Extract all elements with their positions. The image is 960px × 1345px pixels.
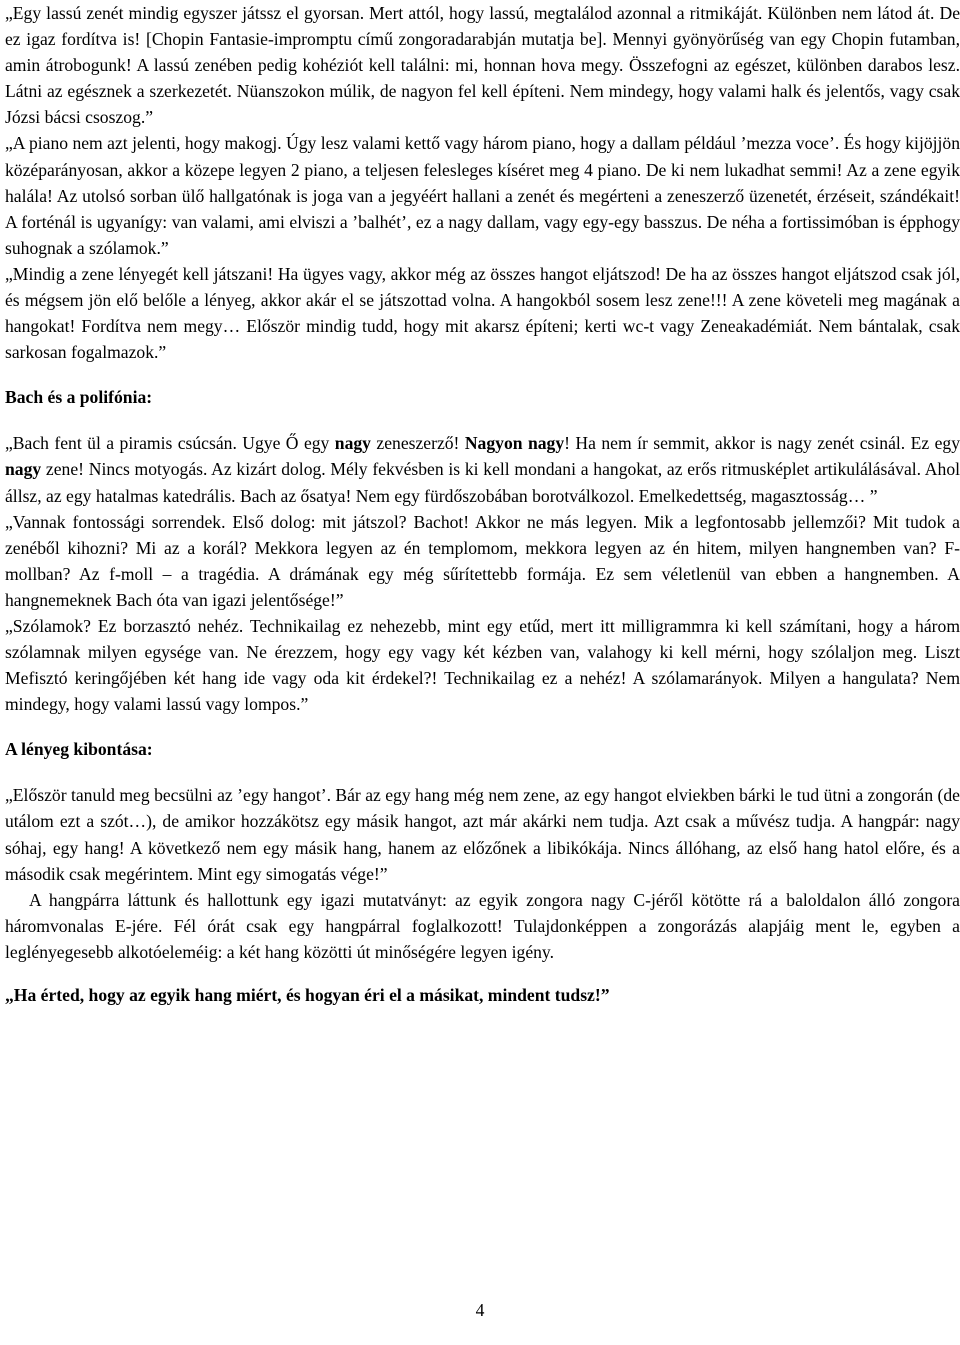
document-page	[5, 0, 960, 1008]
paragraph-slow-music: „Egy lassú zenét mindig egyszer játssz el gyorsan. Mert attól, hogy lassú, megtalálod azonnal a ritmikáját. Különben nem látod át. De ez igaz fordítva is! [Chopin Fantasie-impromptu című zongoradarabján mutatja be]. Mennyi gyönyörűség van egy Chopin futamban, amin átrobogunk! A lassú zenében pedig kohéziót kell találni: mi, honnan hova megy. Összefogni az egészet, különben darabos lesz. Látni az egésznek a szerkezetét. Nüanszokon múlik, de nagyon fel kell építeni. Nem mindegy, hogy valami halk és jelentős, vagy csak Józsi bácsi csoszog.”	[5, 3, 960, 128]
bach-bold-nagy-2: nagy	[5, 459, 42, 480]
heading-bach-polyphony: Bach és a polifónia:	[5, 387, 153, 408]
bach-text-1: „Bach fent ül a piramis csúcsán. Ugye Ő egy	[5, 433, 335, 454]
paragraph-priorities: „Vannak fontossági sorrendek. Első dolog: mit játszol? Bachot! Akkor ne más legyen. Mik a legfontosabb jellemzői? Mit tudok a zenéből kihozni? Mi az a korál? Mekkora legyen az én templomom, mekkora legyen az én hitem, milyen hangnemben van? F-mollban? Az f-moll – a tragédia. A drámának egy még sűrítettebb formája. Ez sem véletlenül van ebben a hangnemben. A hangnemeknek Bach óta van igazi jelentősége!”	[5, 511, 960, 610]
closing-quote: „Ha érted, hogy az egyik hang miért, és hogyan éri el a másikat, mindent tudsz!”	[5, 985, 610, 1005]
paragraph-note-pair: A hangpárra láttunk és hallottunk egy igazi mutatványt: az egyik zongora nagy C-jéről kötötte rá a baloldalon álló zongora háromvonalas E-jére. Fél órát csak egy hangpárral foglalkozott! Tulajdonképpen a zongorázás alapjáig ment le, egyben a leglényegesebb alkotóeleméig: a két hang közötti út minőségére legyen igény.	[5, 889, 960, 962]
page-number: 4	[475, 1300, 485, 1320]
paragraph-one-note: „Először tanuld meg becsülni az ’egy hangot’. Bár az egy hang még nem zene, az egy hangot elviekben bárki le tud ütni a zongorán (de utálom ezt a szót…), de amikor hozzákötsz egy másik hangot, azt már akárki nem tudja. Azt csak a művész tudja. A hangpár: nagy sóhaj, egy hang! A következő nem egy másik hang, hanem az előzőnek a libikókája. Nincs állóhang, az első hang hatol előre, és a második csak megérintem. Mint egy simogatás vége!”	[5, 785, 960, 884]
paragraph-piano-dynamics: „A piano nem azt jelenti, hogy makogj. Úgy lesz valami kettő vagy három piano, hogy a dallam például ’mezza voce’. És hogy kijöjjön középarányosan, akkor a közepe legyen 2 piano, a teljesen felesleges kíséret meg 4 piano. De ki nem lukadhat semmi! Az a zene egyik halála! Az utolsó sorban ülő hallgatónak is joga van a jegyéért hallani a zenét és megérteni a zeneszerző üzenetét, érzéseit, szándékait! A forténál is ugyanígy: van valami, ami elviszi a ’balhét’, ez a nagy dallam, vagy egy-egy basszus. De néha a fortissimóban is épphogy suhognak a szólamok.”	[5, 133, 960, 258]
paragraph-bach-pyramid	[5, 430, 960, 508]
bach-bold-nagy-1: nagy	[334, 433, 371, 454]
bach-text-2: zeneszerző!	[370, 433, 465, 454]
bach-text-3: ! Ha nem ír semmit, akkor is nagy zenét csinál. Ez egy	[564, 433, 960, 454]
bach-text-4: zene! Nincs motyogás. Az kizárt dolog. Mély fekvésben is ki kell mondani a hangokat, az erős ritmusképlet artikulálásával. Ahol állsz, az egy hatalmas katedrális. Bach az ősatya! Nem egy fürdőszobában borotválkozol. Emelkedettség, magasztosság… ”	[5, 459, 960, 506]
paragraph-voices: „Szólamok? Ez borzasztó nehéz. Technikailag ez nehezebb, mint egy etűd, mert itt milligrammra ki kell számítani, hogy a három szólamnak milyen egysége van. Ne érezzem, hogy egy vagy két kézben van, valahogy ki kell mérni, hogy szólaljon meg. Liszt Mefisztó keringőjében két hang ide vagy oda kit érdekel?! Technikailag ez a nehéz! A szólamarányok. Milyen a hangulata? Nem mindegy, hogy valami lassú vagy lompos.”	[5, 615, 960, 715]
bach-bold-nagyon-nagy: Nagyon nagy	[464, 433, 565, 454]
paragraph-essence-of-music: „Mindig a zene lényegét kell játszani! Ha ügyes vagy, akkor még az összes hangot eljátszod! De ha az összes hangot eljátszod csak jól, és mégsem jön elő belőle a lényeg, akkor akár el se játszottad volna. A hangokból sosem lesz zene!!! A zene követeli meg magának a hangokat! Fordítva nem megy… Először mindig tudd, hogy mit akarsz építeni; kerti wc-t vagy Zeneakadémiát. Nem bántalak, csak sarkosan fogalmazok.”	[5, 263, 960, 363]
heading-essence-unfolding: A lényeg kibontása:	[5, 739, 153, 760]
